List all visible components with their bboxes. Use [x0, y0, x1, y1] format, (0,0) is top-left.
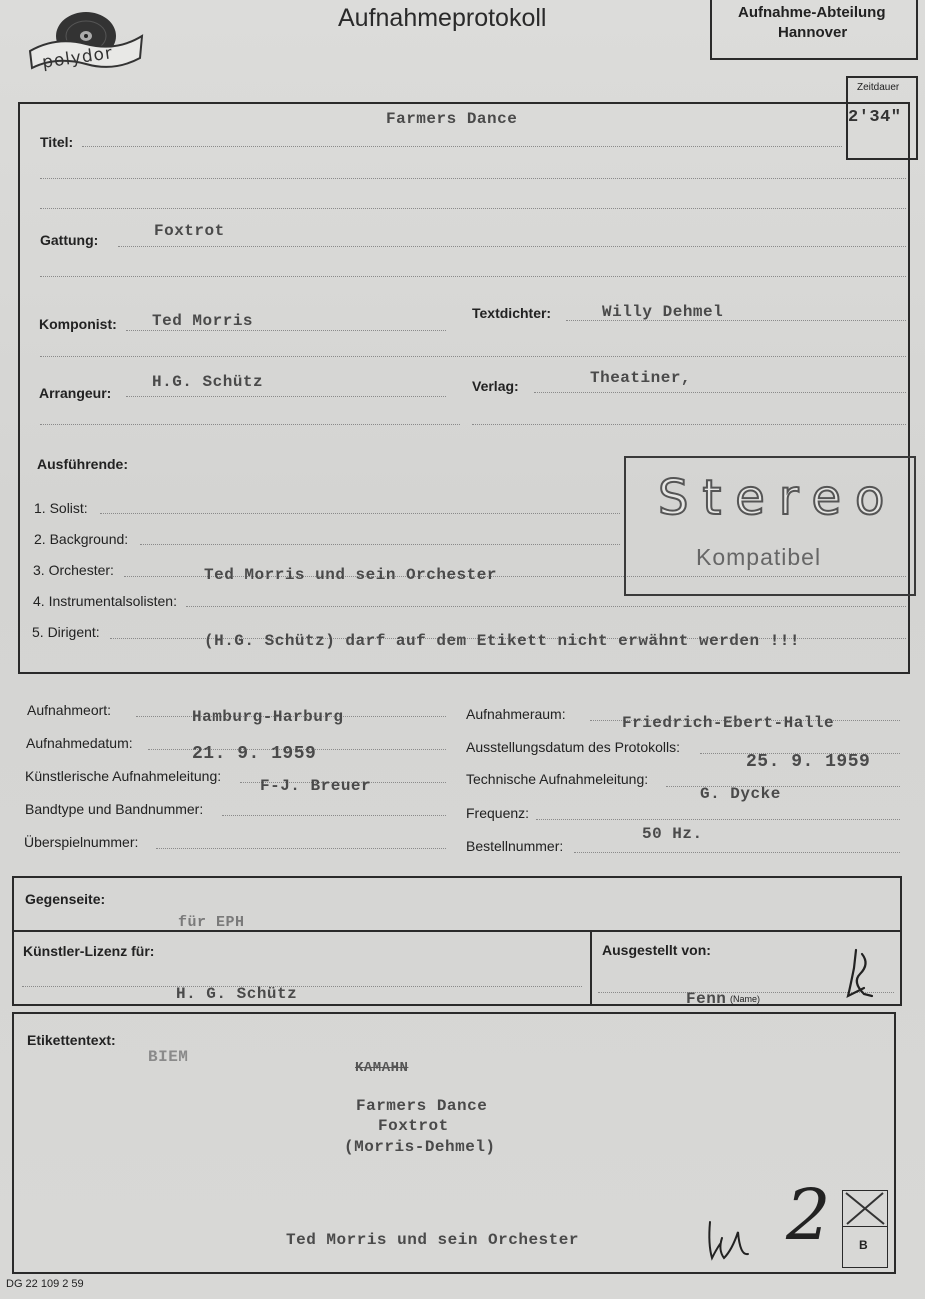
gegenseite-value: für EPH: [178, 914, 245, 931]
dirigent-label: 5. Dirigent:: [32, 624, 100, 640]
textdichter-value: Willy Dehmel: [602, 303, 724, 321]
textdichter-label: Textdichter:: [472, 305, 552, 321]
cross-mark-icon: [843, 1191, 887, 1230]
etikett-label: Etikettentext:: [27, 1032, 116, 1048]
etikett-margin-note: BIEM: [148, 1048, 189, 1066]
ort-label: Aufnahmeort:: [27, 702, 112, 718]
datum-value: 21. 9. 1959: [192, 744, 317, 764]
etikett-line1: Farmers Dance: [356, 1097, 488, 1115]
ausstellung-label: Ausstellungsdatum des Protokolls:: [466, 739, 680, 755]
verlag-value: Theatiner,: [590, 369, 692, 387]
gattung-value: Foxtrot: [154, 222, 225, 240]
solist-label: 1. Solist:: [34, 500, 88, 516]
etikett-artist: Ted Morris und sein Orchester: [286, 1231, 579, 1249]
technisch-label: Technische Aufnahmeleitung:: [466, 771, 649, 787]
handwritten-initials: [704, 1214, 752, 1270]
signature-mark: [842, 948, 878, 1006]
arrangeur-label: Arrangeur:: [39, 385, 112, 401]
lizenz-label: Künstler-Lizenz für:: [23, 943, 155, 959]
instrumentalsolisten-label: 4. Instrumentalsolisten:: [33, 593, 177, 609]
duration-value: 2'34": [848, 108, 902, 127]
titel-label: Titel:: [40, 134, 74, 150]
gattung-label: Gattung:: [40, 232, 99, 248]
stamp-line2: Kompatibel: [696, 544, 822, 570]
ort-value: Hamburg-Harburg: [192, 708, 344, 726]
frequenz-label: Frequenz:: [466, 805, 530, 821]
bandtype-label: Bandtype und Bandnummer:: [25, 801, 204, 817]
technisch-value: G. Dycke: [700, 785, 781, 803]
raum-label: Aufnahmeraum:: [466, 706, 566, 722]
titel-value: Farmers Dance: [386, 110, 518, 128]
polydor-logo: [26, 6, 146, 76]
komponist-value: Ted Morris: [152, 312, 254, 330]
logo-text: polydor: [40, 43, 115, 73]
etikett-line3: (Morris-Dehmel): [344, 1138, 496, 1156]
duration-label: Zeitdauer: [857, 82, 900, 93]
ausgestellt-label: Ausgestellt von:: [602, 942, 711, 958]
frequenz-value: 50 Hz.: [642, 825, 703, 843]
dirigent-value: (H.G. Schütz) darf auf dem Etikett nicht erwähnt werden !!!: [204, 632, 800, 650]
orchester-value: Ted Morris und sein Orchester: [204, 566, 497, 584]
kuenstlerisch-label: Künstlerische Aufnahmeleitung:: [25, 768, 222, 784]
department-label: Aufnahme-Abteilung: [738, 4, 886, 21]
bestell-label: Bestellnummer:: [466, 838, 564, 854]
lizenz-value: H. G. Schütz: [176, 985, 298, 1003]
etikett-line2: Foxtrot: [378, 1117, 449, 1135]
datum-label: Aufnahmedatum:: [26, 735, 133, 751]
form-number: DG 22 109 2 59: [6, 1278, 84, 1290]
form-title: Aufnahmeprotokoll: [338, 4, 547, 32]
arrangeur-value: H.G. Schütz: [152, 373, 264, 391]
gegenseite-label: Gegenseite:: [25, 891, 106, 907]
stamp-line1: Stereo: [658, 470, 899, 526]
kuenstlerisch-value: F-J. Breuer: [260, 777, 372, 795]
ausstellung-value: 25. 9. 1959: [746, 752, 871, 772]
ausgestellt-value: Fenn: [686, 990, 727, 1008]
komponist-label: Komponist:: [39, 316, 117, 332]
ueberspiel-label: Überspielnummer:: [24, 834, 139, 850]
b-box-letter: B: [859, 1238, 868, 1252]
etikett-struck-line: KAMAHN: [355, 1060, 409, 1076]
raum-value: Friedrich-Ebert-Halle: [622, 714, 835, 732]
department-city: Hannover: [778, 24, 848, 41]
handwritten-number: 2: [786, 1174, 831, 1256]
ausgestellt-name-caption: (Name): [730, 994, 761, 1004]
background-label: 2. Background:: [34, 531, 129, 547]
performers-heading: Ausführende:: [37, 456, 128, 472]
verlag-label: Verlag:: [472, 378, 519, 394]
orchester-label: 3. Orchester:: [33, 562, 114, 578]
